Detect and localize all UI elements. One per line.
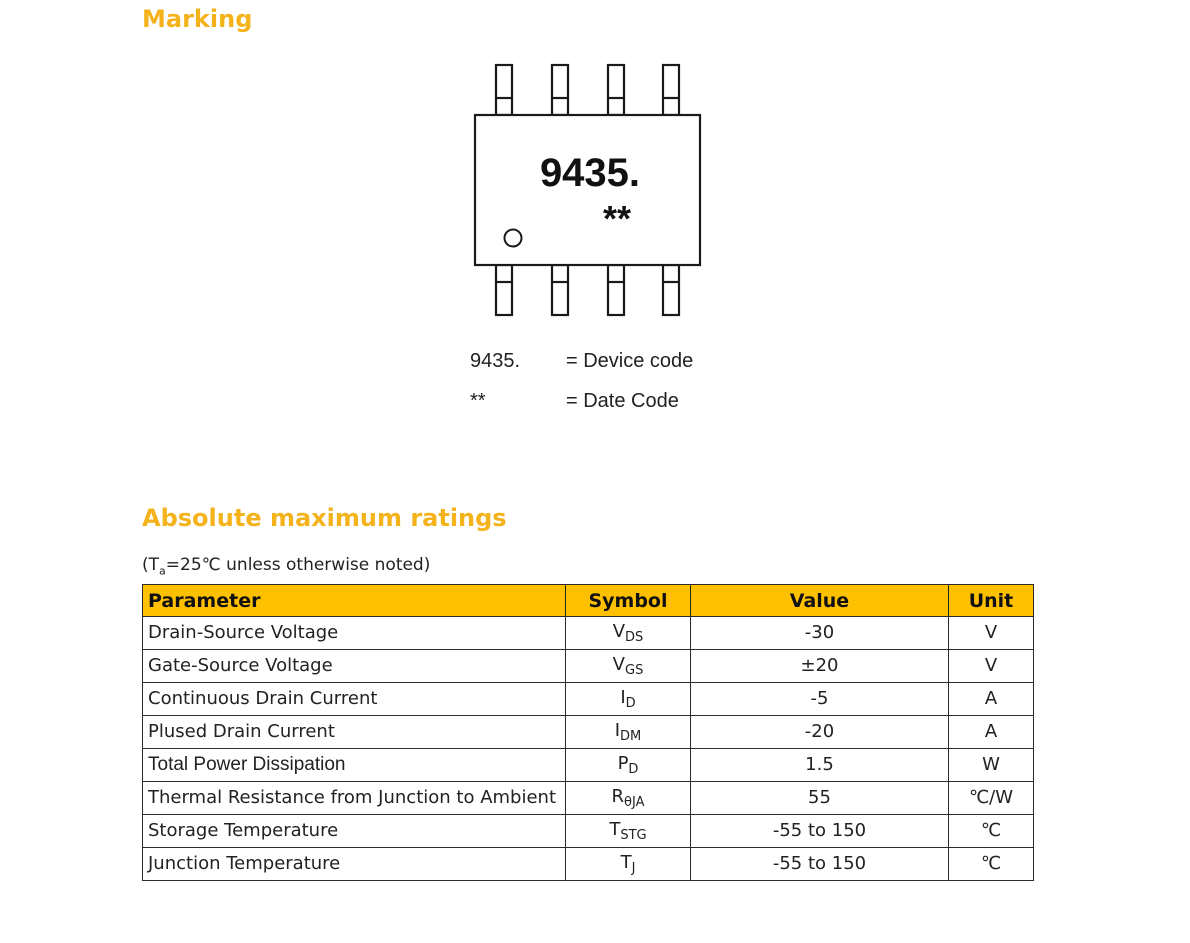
row-unit: ℃/W xyxy=(949,782,1034,815)
row-parameter: Thermal Resistance from Junction to Ambient xyxy=(143,782,566,815)
package-device-code: 9435. xyxy=(539,151,641,195)
table-row xyxy=(143,650,1034,683)
marking-heading: Marking xyxy=(142,5,253,33)
package-date-code: ** xyxy=(602,198,632,239)
row-value: -30 xyxy=(691,617,949,650)
symbol-subscript: D xyxy=(628,762,639,777)
symbol-main: V xyxy=(612,654,625,675)
row-value: -55 to 150 xyxy=(691,848,949,881)
row-symbol xyxy=(566,848,691,881)
row-symbol xyxy=(566,716,691,749)
legend-row xyxy=(470,388,790,428)
ratings-table xyxy=(142,584,1034,881)
conditions-sub: a xyxy=(159,564,166,578)
table-row xyxy=(143,716,1034,749)
row-symbol xyxy=(566,815,691,848)
symbol-subscript: θJA xyxy=(624,795,645,810)
header-value: Value xyxy=(691,585,949,617)
row-value: 55 xyxy=(691,782,949,815)
symbol-subscript: STG xyxy=(620,828,647,843)
legend-description: = Device code xyxy=(566,350,694,372)
row-unit: A xyxy=(949,683,1034,716)
conditions-suffix: =25℃ unless otherwise noted) xyxy=(165,555,431,575)
symbol-subscript: DS xyxy=(625,630,644,645)
row-parameter: Drain-Source Voltage xyxy=(143,617,566,650)
symbol-subscript: J xyxy=(631,861,636,876)
row-parameter: Junction Temperature xyxy=(143,848,566,881)
conditions-note xyxy=(142,555,430,577)
row-symbol xyxy=(566,749,691,782)
symbol-main: I xyxy=(614,720,621,741)
row-unit: A xyxy=(949,716,1034,749)
row-parameter: Gate-Source Voltage xyxy=(143,650,566,683)
legend-description: = Date Code xyxy=(566,390,679,412)
legend-code: ** xyxy=(470,390,486,412)
row-parameter: Plused Drain Current xyxy=(143,716,566,749)
symbol-subscript: D xyxy=(625,696,636,711)
conditions-prefix: (T xyxy=(142,555,160,575)
row-parameter: Continuous Drain Current xyxy=(143,683,566,716)
symbol-main: V xyxy=(612,621,626,642)
row-symbol xyxy=(566,650,691,683)
table-row xyxy=(143,749,1034,782)
marking-legend xyxy=(470,348,790,428)
row-value: 1.5 xyxy=(691,749,949,782)
symbol-subscript: DM xyxy=(620,729,642,744)
row-symbol xyxy=(566,617,691,650)
table-row xyxy=(143,848,1034,881)
row-unit: W xyxy=(949,749,1034,782)
table-row xyxy=(143,683,1034,716)
symbol-main: I xyxy=(620,687,626,708)
legend-row xyxy=(470,348,790,388)
header-symbol: Symbol xyxy=(566,585,691,617)
symbol-subscript: GS xyxy=(625,663,644,678)
row-value: -55 to 150 xyxy=(691,815,949,848)
row-unit: ℃ xyxy=(949,815,1034,848)
symbol-main: R xyxy=(611,786,625,807)
table-header-row xyxy=(143,585,1034,617)
row-unit: V xyxy=(949,650,1034,683)
header-unit: Unit xyxy=(949,585,1034,617)
legend-code: 9435. xyxy=(470,350,521,372)
row-value: -5 xyxy=(691,683,949,716)
row-parameter: Storage Temperature xyxy=(143,815,566,848)
row-value: ±20 xyxy=(691,650,949,683)
row-value: -20 xyxy=(691,716,949,749)
table-row xyxy=(143,782,1034,815)
symbol-main: T xyxy=(620,852,632,873)
table-row xyxy=(143,617,1034,650)
ratings-heading: Absolute maximum ratings xyxy=(142,504,507,532)
symbol-main: P xyxy=(617,753,629,774)
header-parameter: Parameter xyxy=(143,585,566,617)
row-symbol xyxy=(566,683,691,716)
row-unit: V xyxy=(949,617,1034,650)
symbol-main: T xyxy=(609,819,621,840)
package-marking-diagram xyxy=(460,60,720,322)
row-unit: ℃ xyxy=(949,848,1034,881)
row-symbol xyxy=(566,782,691,815)
table-row xyxy=(143,815,1034,848)
row-parameter: Total Power Dissipation xyxy=(143,749,566,782)
